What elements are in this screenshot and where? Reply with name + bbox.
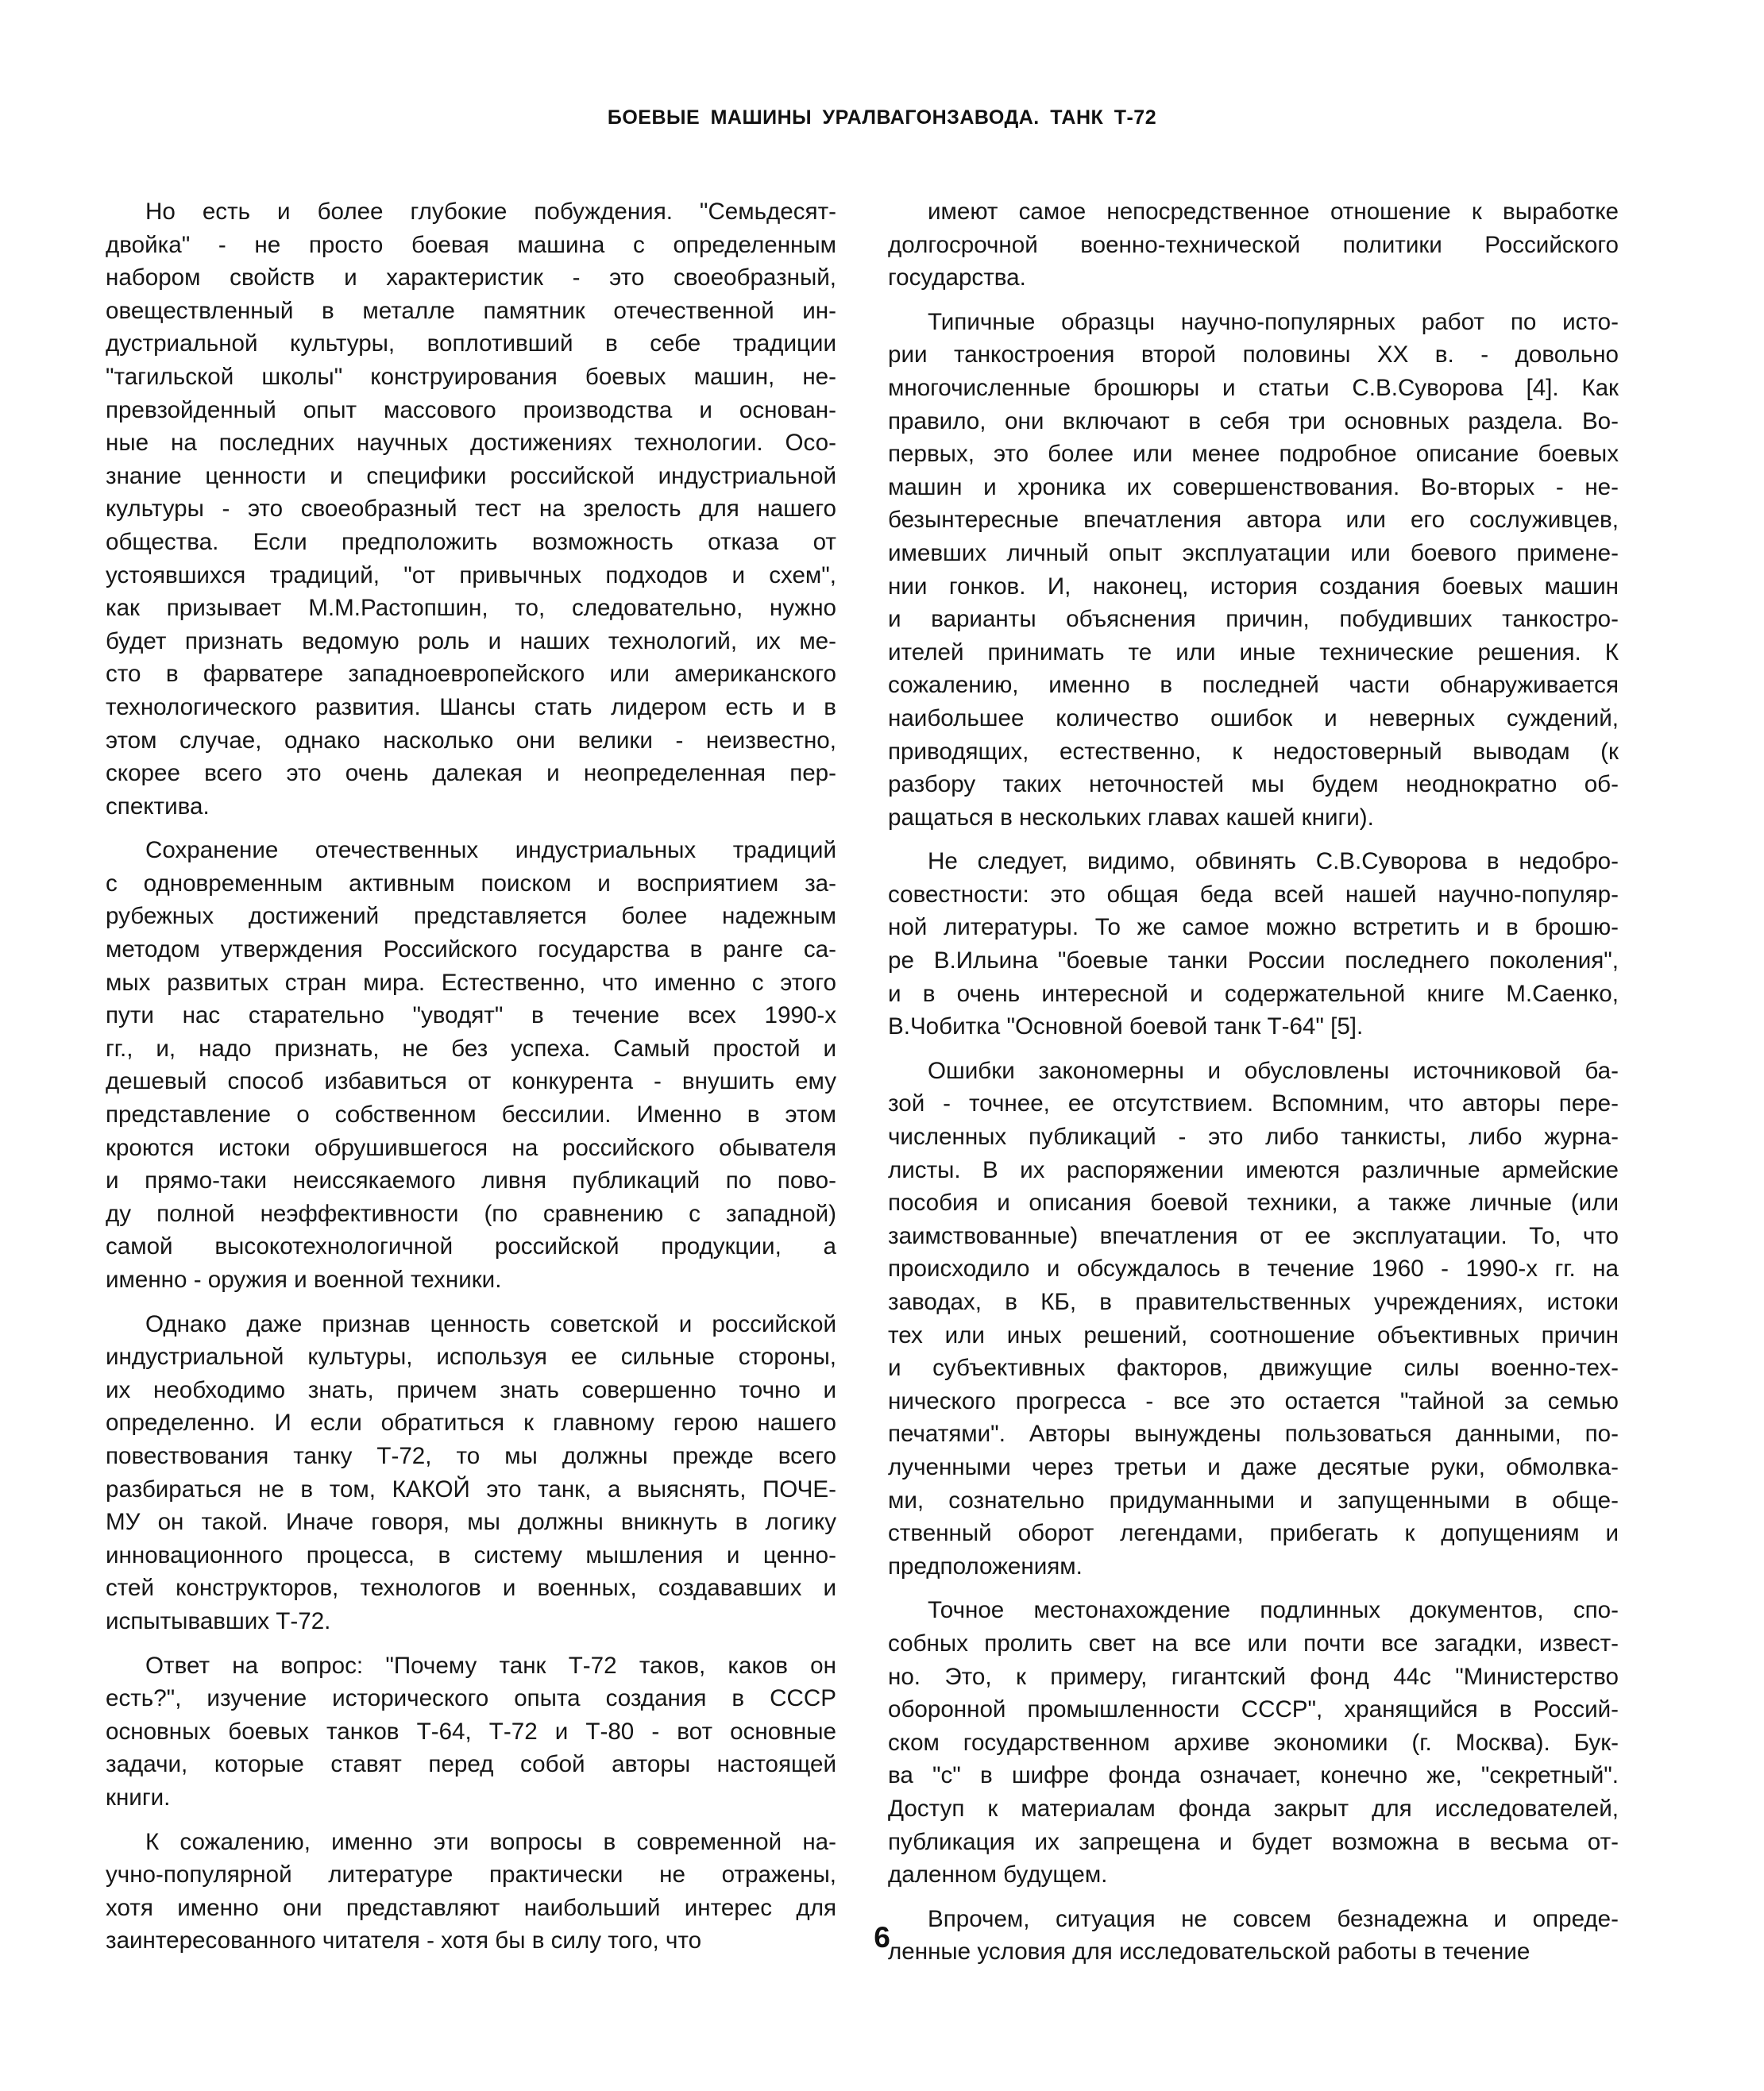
text-line: сожалению, именно в последней части обнаруживается	[888, 672, 1619, 699]
text-line: будет признать ведомую роль и наших технологий, их ме-	[106, 627, 836, 654]
text-line: представление о собственном бессилии. Именно в этом	[106, 1101, 836, 1128]
text-line: Сохранение отечественных индустриальных традиций	[145, 837, 836, 864]
page-number: 6	[874, 1921, 890, 1954]
text-line: их необходимо знать, причем знать совершенно точно и	[106, 1376, 836, 1403]
text-line: ском государственном архиве экономики (г. Москва). Бук-	[888, 1729, 1619, 1756]
running-header: БОЕВЫЕ МАШИНЫ УРАЛВАГОНЗАВОДА. ТАНК Т-72	[607, 106, 1157, 129]
text-line: но. Это, к примеру, гигантский фонд 44с "Министерство	[888, 1663, 1619, 1690]
text-line: правило, они включают в себя три основных раздела. Во-	[888, 407, 1619, 434]
text-line: определенно. И если обратиться к главному герою нашего	[106, 1410, 836, 1437]
text-line: приводящих, естественно, к недостоверный выводам (к	[888, 738, 1619, 765]
text-line: нического прогресса - все это остается "тайной за семью	[888, 1387, 1619, 1414]
text-line: ва "с" в шифре фонда означает, конечно же, "секретный".	[888, 1762, 1619, 1789]
text-line: инновационного процесса, в систему мышления и ценно-	[106, 1541, 836, 1568]
right-text-column	[888, 195, 1619, 1980]
text-line: Однако даже признав ценность советской и российской	[145, 1310, 836, 1337]
text-line: устоявшихся традиций, "от привычных подходов и схем",	[106, 561, 836, 588]
text-line: многочисленные брошюры и статьи С.В.Суворова [4]. Как	[888, 374, 1619, 401]
text-line: совестности: это общая беда всей нашей научно-популяр-	[888, 881, 1619, 908]
text-line: и варианты объяснения причин, побудивших танкостро-	[888, 606, 1619, 633]
text-line: индустриальной культуры, используя ее сильные стороны,	[106, 1344, 836, 1371]
text-line: двойка" - не просто боевая машина с определенным	[106, 231, 836, 258]
text-line: спектива.	[106, 793, 210, 820]
text-line: Ответ на вопрос: "Почему танк Т-72 таков, каков он	[145, 1652, 836, 1679]
text-line: долгосрочной военно-технической политики Российского	[888, 231, 1619, 258]
text-line: зой - точнее, ее отсутствием. Вспомним, что авторы пере-	[888, 1090, 1619, 1117]
text-line: Типичные образцы научно-популярных работ по исто-	[928, 308, 1619, 335]
text-line: заимствованные) впечатления от ее эксплуатации. То, что	[888, 1222, 1619, 1249]
text-line: культуры - это своеобразный тест на зрелость для нашего	[106, 496, 836, 523]
text-line: ственный оборот легендами, прибегать к допущениям и	[888, 1520, 1619, 1547]
text-line: ду полной неэффективности (по сравнению с западной)	[106, 1200, 836, 1227]
text-line: как призывает М.М.Растопшин, то, следовательно, нужно	[106, 595, 836, 622]
text-line: печатями". Авторы вынуждены пользоваться данными, по-	[888, 1421, 1619, 1448]
left-text-column	[106, 195, 836, 1969]
text-line: собных пролить свет на все или почти все загадки, извест-	[888, 1630, 1619, 1657]
text-line: и субъективных факторов, движущие силы военно-тех-	[888, 1355, 1619, 1382]
text-line: Точное местонахождение подлинных документов, спо-	[928, 1597, 1619, 1624]
text-line: ной литературы. То же самое можно встретить и в брошю-	[888, 914, 1619, 941]
text-line: заводах, в КБ, в правительственных учреждениях, истоки	[888, 1289, 1619, 1315]
text-line: ре В.Ильина "боевые танки России последнего поколения",	[888, 947, 1619, 974]
text-line: с одновременным активным поиском и восприятием за-	[106, 870, 836, 897]
text-line: дешевый способ избавиться от конкурента - внушить ему	[106, 1068, 836, 1095]
text-line: скорее всего это очень далекая и неопределенная пер-	[106, 760, 836, 787]
paragraph	[106, 834, 836, 1296]
text-line: К сожалению, именно эти вопросы в современной на-	[145, 1828, 836, 1855]
text-line: лученными через третьи и даже десятые руки, обмолвка-	[888, 1453, 1619, 1480]
text-line: методом утверждения Российского государства в ранге са-	[106, 936, 836, 963]
text-line: имеют самое непосредственное отношение к выработке	[928, 199, 1619, 225]
text-line: Доступ к материалам фонда закрыт для исследователей,	[888, 1795, 1619, 1822]
text-line: В.Чобитка "Основной боевой танк Т-64" [5].	[888, 1013, 1364, 1040]
text-line: нии гонков. И, наконец, история создания боевых машин	[888, 573, 1619, 600]
text-line: кроются истоки обрушившегося на российского обывателя	[106, 1134, 836, 1161]
text-line: машин и хроника их совершенствования. Во-вторых - не-	[888, 473, 1619, 500]
text-line: заинтересованного читателя - хотя бы в силу того, что	[106, 1927, 702, 1954]
text-line: даленном будущем.	[888, 1861, 1108, 1888]
text-line: государства.	[888, 264, 1026, 291]
text-line: листы. В их распоряжении имеются различные армейские	[888, 1156, 1619, 1183]
text-line: разбираться не в том, КАКОЙ это танк, а выяснять, ПОЧЕ-	[106, 1476, 836, 1503]
text-line: овеществленный в металле памятник отечественной ин-	[106, 297, 836, 324]
text-line: задачи, которые ставят перед собой авторы настоящей	[106, 1751, 836, 1778]
text-line: именно - оружия и военной техники.	[106, 1267, 502, 1293]
text-line: "тагильской школы" конструирования боевых машин, не-	[106, 363, 836, 390]
text-line: рубежных достижений представляется более надежным	[106, 903, 836, 930]
text-line: тех или иных решений, соотношение объективных причин	[888, 1321, 1619, 1348]
text-line: рии танкостроения второй половины XX в. - довольно	[888, 341, 1619, 368]
text-line: Но есть и более глубокие побуждения. "Семьдесят-	[145, 199, 836, 225]
text-line: набором свойств и характеристик - это своеобразный,	[106, 264, 836, 291]
text-line: имевших личный опыт эксплуатации или боевого примене-	[888, 539, 1619, 566]
paragraph	[888, 845, 1619, 1044]
text-line: безынтересные впечатления автора или его сослуживцев,	[888, 507, 1619, 534]
paragraph	[888, 195, 1619, 295]
text-line: МУ он такой. Иначе говоря, мы должны вникнуть в логику	[106, 1509, 836, 1536]
text-line: учно-популярной литературе практически не отражены,	[106, 1861, 836, 1888]
text-line: ителей принимать те или иные технические решения. К	[888, 638, 1619, 665]
text-line: испытывавших Т-72.	[106, 1607, 331, 1634]
text-line: знание ценности и специфики российской индустриальной	[106, 462, 836, 489]
text-line: наибольшее количество ошибок и неверных суждений,	[888, 704, 1619, 731]
text-line: технологического развития. Шансы стать лидером есть и в	[106, 693, 836, 720]
text-line: есть?", изучение исторического опыта создания в СССР	[106, 1685, 836, 1712]
text-line: мых развитых стран мира. Естественно, что именно с этого	[106, 969, 836, 996]
text-line: дустриальной культуры, воплотивший в себе традиции	[106, 330, 836, 357]
text-line: книги.	[106, 1784, 171, 1811]
text-line: численных публикаций - это либо танкисты, либо журна-	[888, 1124, 1619, 1151]
text-line: стей конструкторов, технологов и военных, создававших и	[106, 1575, 836, 1602]
text-line: ные на последних научных достижениях технологии. Осо-	[106, 430, 836, 457]
text-line: сто в фарватере западноевропейского или американского	[106, 661, 836, 688]
text-line: ленные условия для исследовательской работы в течение	[888, 1939, 1530, 1966]
text-line: и в очень интересной и содержательной книге М.Саенко,	[888, 980, 1619, 1007]
text-line: основных боевых танков Т-64, Т-72 и Т-80 - вот основные	[106, 1718, 836, 1745]
text-line: пути нас старательно "уводят" в течение всех 1990-х	[106, 1002, 836, 1029]
text-line: пособия и описания боевой техники, а также личные (или	[888, 1190, 1619, 1217]
text-line: самой высокотехнологичной российской продукции, а	[106, 1233, 836, 1260]
text-line: хотя именно они представляют наибольший интерес для	[106, 1894, 836, 1921]
text-line: Впрочем, ситуация не совсем безнадежна и опреде-	[928, 1905, 1619, 1932]
text-line: этом случае, однако насколько они велики - неизвестно,	[106, 727, 836, 754]
text-line: общества. Если предположить возможность отказа от	[106, 528, 836, 555]
text-line: ми, сознательно придуманными и запущенными в обще-	[888, 1487, 1619, 1514]
text-line: повествования танку Т-72, то мы должны прежде всего	[106, 1442, 836, 1469]
text-line: происходило и обсуждалось в течение 1960 - 1990-х гг. на	[888, 1256, 1619, 1283]
text-line: публикация их запрещена и будет возможна в весьма от-	[888, 1828, 1619, 1855]
text-line: предположениям.	[888, 1553, 1083, 1580]
paragraph	[888, 1594, 1619, 1891]
text-line: оборонной промышленности СССР", хранящийся в Россий-	[888, 1696, 1619, 1723]
paragraph	[106, 195, 836, 823]
text-line: разбору таких неточностей мы будем неоднократно об-	[888, 771, 1619, 798]
paragraph	[888, 1055, 1619, 1584]
paragraph	[106, 1308, 836, 1638]
text-line: Ошибки закономерны и обусловлены источниковой ба-	[928, 1057, 1619, 1084]
paragraph	[888, 306, 1619, 835]
text-line: и прямо-таки неиссякаемого ливня публикаций по пово-	[106, 1167, 836, 1194]
paragraph	[106, 1649, 836, 1815]
text-line: гг., и, надо признать, не без успеха. Самый простой и	[106, 1035, 836, 1062]
text-line: превзойденный опыт массового производства и основан-	[106, 396, 836, 423]
text-line: Не следует, видимо, обвинять С.В.Суворова в недобро-	[928, 848, 1619, 875]
text-line: первых, это более или менее подробное описание боевых	[888, 441, 1619, 468]
text-line: ращаться в нескольких главах кашей книги).	[888, 804, 1374, 831]
